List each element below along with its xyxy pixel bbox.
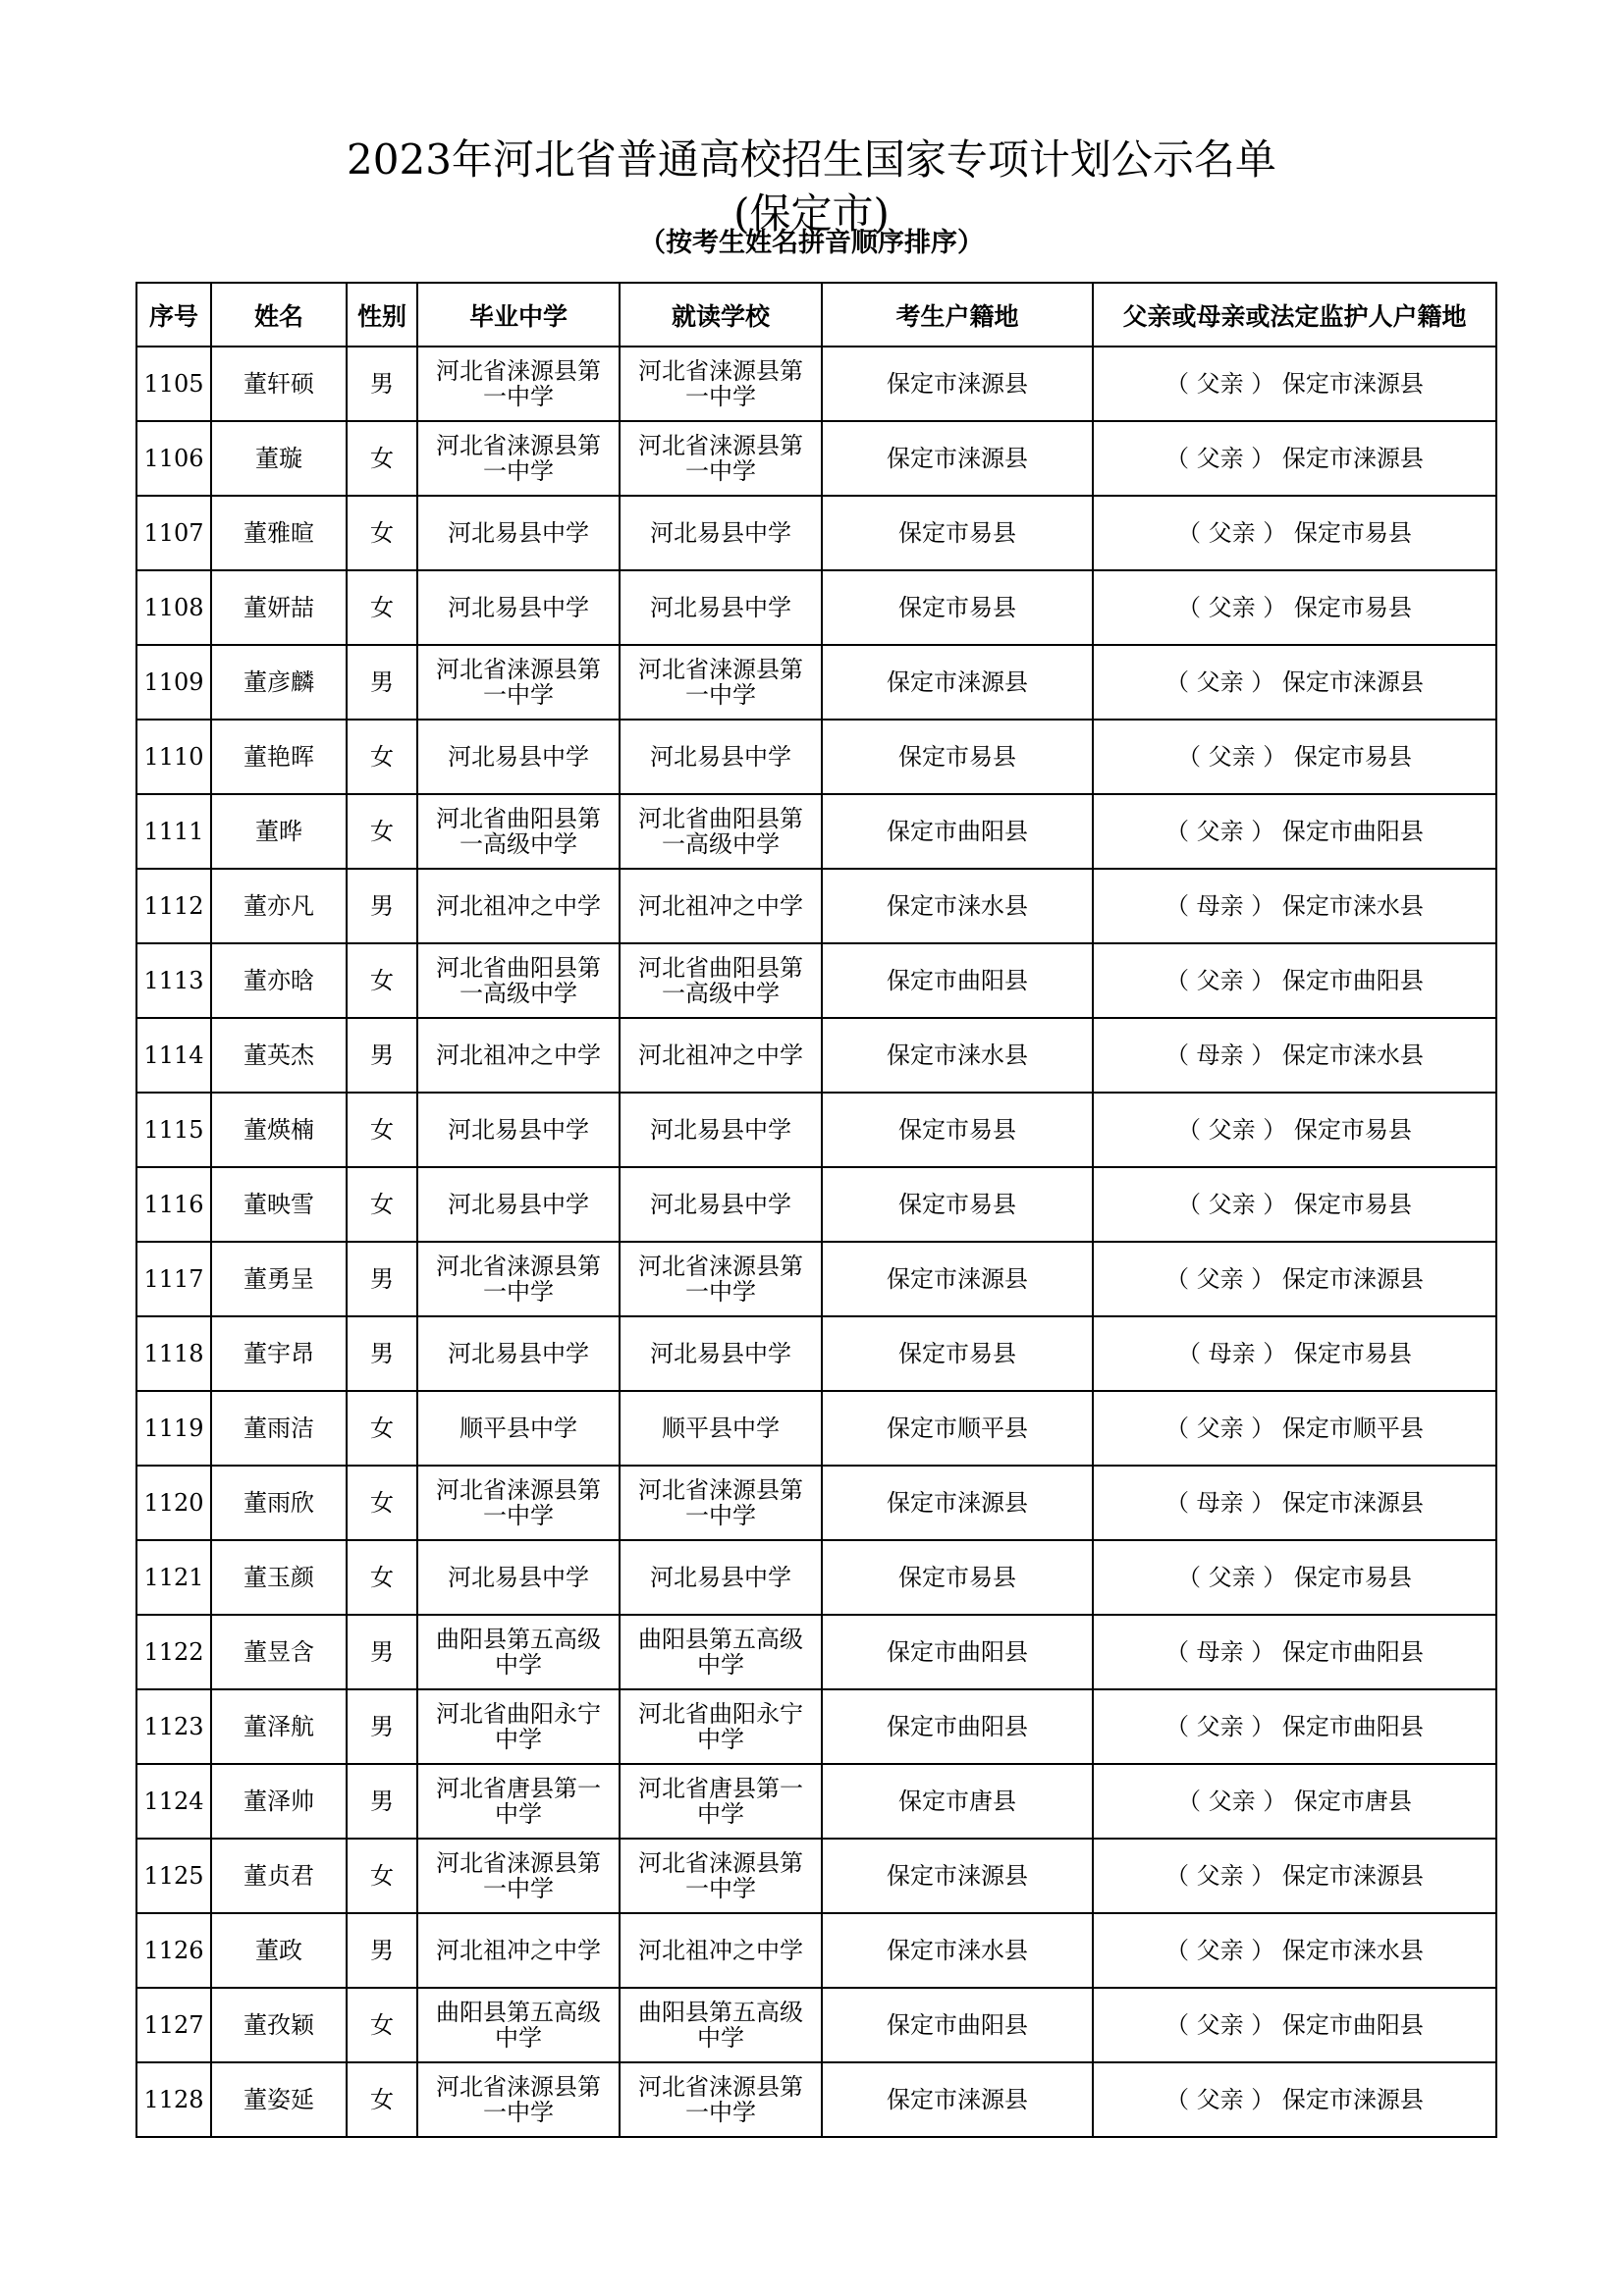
cell-current-school: 曲阳县第五高级中学 — [620, 1615, 822, 1689]
cell-no: 1116 — [136, 1167, 211, 1242]
cell-grad-school: 河北省唐县第一中学 — [417, 1764, 620, 1839]
cell-grad-school: 河北祖冲之中学 — [417, 869, 620, 943]
cell-gender: 男 — [347, 1689, 417, 1764]
cell-gender: 男 — [347, 1242, 417, 1316]
cell-name: 董政 — [211, 1913, 347, 1988]
cell-current-school: 河北省曲阳县第一高级中学 — [620, 794, 822, 869]
cell-gender: 女 — [347, 1167, 417, 1242]
cell-gender: 男 — [347, 1615, 417, 1689]
table-row — [136, 570, 1496, 645]
cell-guardian-hukou: （ 父亲 ） 保定市涞源县 — [1093, 421, 1496, 496]
cell-name: 董晔 — [211, 794, 347, 869]
cell-gender: 女 — [347, 496, 417, 570]
cell-guardian-hukou: （ 父亲 ） 保定市顺平县 — [1093, 1391, 1496, 1466]
table-row — [136, 1839, 1496, 1913]
cell-no: 1110 — [136, 720, 211, 794]
table-row — [136, 2062, 1496, 2137]
header-no: 序号 — [136, 283, 211, 347]
table-row — [136, 1764, 1496, 1839]
cell-grad-school: 河北祖冲之中学 — [417, 1913, 620, 1988]
cell-current-school: 河北祖冲之中学 — [620, 869, 822, 943]
cell-no: 1115 — [136, 1093, 211, 1167]
cell-hukou: 保定市易县 — [822, 1540, 1093, 1615]
cell-hukou: 保定市涞水县 — [822, 1913, 1093, 1988]
cell-gender: 男 — [347, 347, 417, 421]
cell-gender: 男 — [347, 645, 417, 720]
cell-hukou: 保定市曲阳县 — [822, 1988, 1093, 2062]
cell-name: 董艳晖 — [211, 720, 347, 794]
cell-hukou: 保定市易县 — [822, 1316, 1093, 1391]
table-row — [136, 1167, 1496, 1242]
cell-name: 董玉颜 — [211, 1540, 347, 1615]
cell-current-school: 河北省涞源县第一中学 — [620, 2062, 822, 2137]
document-subtitle: (保定市) — [733, 189, 890, 238]
cell-guardian-hukou: （ 父亲 ） 保定市曲阳县 — [1093, 1988, 1496, 2062]
table-row — [136, 1615, 1496, 1689]
cell-gender: 女 — [347, 1391, 417, 1466]
cell-name: 董亦凡 — [211, 869, 347, 943]
cell-no: 1105 — [136, 347, 211, 421]
cell-hukou: 保定市涞源县 — [822, 1839, 1093, 1913]
cell-current-school: 河北省涞源县第一中学 — [620, 1466, 822, 1540]
cell-gender: 女 — [347, 794, 417, 869]
cell-name: 董雨洁 — [211, 1391, 347, 1466]
cell-name: 董英杰 — [211, 1018, 347, 1093]
cell-grad-school: 河北省涞源县第一中学 — [417, 421, 620, 496]
cell-current-school: 河北省涞源县第一中学 — [620, 645, 822, 720]
cell-hukou: 保定市涞源县 — [822, 421, 1093, 496]
cell-current-school: 河北省涞源县第一中学 — [620, 1839, 822, 1913]
table-row — [136, 720, 1496, 794]
cell-no: 1121 — [136, 1540, 211, 1615]
table-row — [136, 1913, 1496, 1988]
cell-grad-school: 河北省涞源县第一中学 — [417, 645, 620, 720]
cell-guardian-hukou: （ 父亲 ） 保定市易县 — [1093, 496, 1496, 570]
cell-guardian-hukou: （ 母亲 ） 保定市易县 — [1093, 1316, 1496, 1391]
cell-grad-school: 河北易县中学 — [417, 496, 620, 570]
cell-name: 董泽帅 — [211, 1764, 347, 1839]
cell-current-school: 河北省唐县第一中学 — [620, 1764, 822, 1839]
table-row — [136, 1540, 1496, 1615]
table-row — [136, 1316, 1496, 1391]
cell-current-school: 河北易县中学 — [620, 570, 822, 645]
cell-hukou: 保定市涞源县 — [822, 1466, 1093, 1540]
cell-name: 董雨欣 — [211, 1466, 347, 1540]
cell-no: 1106 — [136, 421, 211, 496]
cell-no: 1111 — [136, 794, 211, 869]
cell-no: 1109 — [136, 645, 211, 720]
cell-guardian-hukou: （ 父亲 ） 保定市曲阳县 — [1093, 943, 1496, 1018]
header-grad-school: 毕业中学 — [417, 283, 620, 347]
table-row — [136, 347, 1496, 421]
cell-grad-school: 河北易县中学 — [417, 1540, 620, 1615]
cell-hukou: 保定市易县 — [822, 1093, 1093, 1167]
cell-no: 1107 — [136, 496, 211, 570]
cell-name: 董姿延 — [211, 2062, 347, 2137]
cell-name: 董贞君 — [211, 1839, 347, 1913]
cell-gender: 男 — [347, 1018, 417, 1093]
cell-grad-school: 河北易县中学 — [417, 1167, 620, 1242]
cell-guardian-hukou: （ 父亲 ） 保定市曲阳县 — [1093, 1689, 1496, 1764]
cell-guardian-hukou: （ 母亲 ） 保定市涞源县 — [1093, 1466, 1496, 1540]
table-row — [136, 1093, 1496, 1167]
table-row — [136, 794, 1496, 869]
cell-grad-school: 曲阳县第五高级中学 — [417, 1615, 620, 1689]
cell-grad-school: 河北易县中学 — [417, 1316, 620, 1391]
cell-gender: 女 — [347, 1988, 417, 2062]
cell-grad-school: 河北易县中学 — [417, 570, 620, 645]
cell-gender: 女 — [347, 943, 417, 1018]
cell-current-school: 河北省曲阳永宁中学 — [620, 1689, 822, 1764]
cell-grad-school: 河北省涞源县第一中学 — [417, 2062, 620, 2137]
cell-name: 董宇昂 — [211, 1316, 347, 1391]
cell-hukou: 保定市顺平县 — [822, 1391, 1093, 1466]
cell-no: 1127 — [136, 1988, 211, 2062]
cell-current-school: 河北省涞源县第一中学 — [620, 1242, 822, 1316]
cell-hukou: 保定市涞源县 — [822, 2062, 1093, 2137]
cell-current-school: 河北易县中学 — [620, 1167, 822, 1242]
cell-hukou: 保定市易县 — [822, 496, 1093, 570]
cell-name: 董雅暄 — [211, 496, 347, 570]
cell-name: 董妍喆 — [211, 570, 347, 645]
cell-no: 1128 — [136, 2062, 211, 2137]
cell-name: 董煐楠 — [211, 1093, 347, 1167]
cell-guardian-hukou: （ 父亲 ） 保定市涞源县 — [1093, 2062, 1496, 2137]
header-gender: 性别 — [347, 283, 417, 347]
cell-current-school: 河北省曲阳县第一高级中学 — [620, 943, 822, 1018]
cell-guardian-hukou: （ 父亲 ） 保定市曲阳县 — [1093, 794, 1496, 869]
cell-name: 董映雪 — [211, 1167, 347, 1242]
cell-gender: 男 — [347, 1764, 417, 1839]
cell-no: 1122 — [136, 1615, 211, 1689]
cell-gender: 女 — [347, 1540, 417, 1615]
cell-hukou: 保定市曲阳县 — [822, 794, 1093, 869]
cell-hukou: 保定市曲阳县 — [822, 1689, 1093, 1764]
cell-name: 董轩硕 — [211, 347, 347, 421]
cell-no: 1112 — [136, 869, 211, 943]
cell-gender: 男 — [347, 869, 417, 943]
cell-guardian-hukou: （ 母亲 ） 保定市涞水县 — [1093, 869, 1496, 943]
cell-current-school: 河北易县中学 — [620, 1316, 822, 1391]
cell-hukou: 保定市易县 — [822, 570, 1093, 645]
header-guardian-hukou: 父亲或母亲或法定监护人户籍地 — [1093, 283, 1496, 347]
cell-gender: 女 — [347, 570, 417, 645]
cell-guardian-hukou: （ 父亲 ） 保定市易县 — [1093, 1540, 1496, 1615]
cell-current-school: 河北省涞源县第一中学 — [620, 421, 822, 496]
cell-current-school: 河北易县中学 — [620, 1093, 822, 1167]
cell-grad-school: 河北省涞源县第一中学 — [417, 347, 620, 421]
cell-hukou: 保定市涞源县 — [822, 347, 1093, 421]
cell-hukou: 保定市曲阳县 — [822, 943, 1093, 1018]
table-row — [136, 1242, 1496, 1316]
header-name: 姓名 — [211, 283, 347, 347]
table-row — [136, 1018, 1496, 1093]
cell-no: 1114 — [136, 1018, 211, 1093]
cell-current-school: 河北省涞源县第一中学 — [620, 347, 822, 421]
cell-name: 董勇呈 — [211, 1242, 347, 1316]
cell-name: 董璇 — [211, 421, 347, 496]
cell-grad-school: 河北祖冲之中学 — [417, 1018, 620, 1093]
cell-guardian-hukou: （ 父亲 ） 保定市易县 — [1093, 1093, 1496, 1167]
cell-no: 1119 — [136, 1391, 211, 1466]
cell-grad-school: 顺平县中学 — [417, 1391, 620, 1466]
roster-table — [135, 282, 1497, 2138]
cell-gender: 男 — [347, 1913, 417, 1988]
cell-hukou: 保定市易县 — [822, 1167, 1093, 1242]
cell-grad-school: 河北省涞源县第一中学 — [417, 1242, 620, 1316]
cell-gender: 女 — [347, 1093, 417, 1167]
cell-no: 1118 — [136, 1316, 211, 1391]
cell-hukou: 保定市涞水县 — [822, 869, 1093, 943]
cell-guardian-hukou: （ 父亲 ） 保定市涞源县 — [1093, 645, 1496, 720]
cell-guardian-hukou: （ 母亲 ） 保定市涞水县 — [1093, 1018, 1496, 1093]
cell-gender: 女 — [347, 2062, 417, 2137]
cell-no: 1108 — [136, 570, 211, 645]
table-row — [136, 496, 1496, 570]
cell-grad-school: 河北易县中学 — [417, 720, 620, 794]
table-header-row — [136, 283, 1496, 347]
cell-no: 1120 — [136, 1466, 211, 1540]
cell-guardian-hukou: （ 父亲 ） 保定市易县 — [1093, 720, 1496, 794]
sort-note: （按考生姓名拼音顺序排序） — [639, 228, 984, 258]
document-title: 2023年河北省普通高校招生国家专项计划公示名单 — [347, 135, 1276, 184]
cell-no: 1124 — [136, 1764, 211, 1839]
table-row — [136, 943, 1496, 1018]
cell-gender: 女 — [347, 421, 417, 496]
cell-hukou: 保定市易县 — [822, 720, 1093, 794]
table-row — [136, 1988, 1496, 2062]
table-row — [136, 1391, 1496, 1466]
cell-current-school: 河北祖冲之中学 — [620, 1018, 822, 1093]
cell-no: 1126 — [136, 1913, 211, 1988]
cell-no: 1123 — [136, 1689, 211, 1764]
cell-gender: 女 — [347, 720, 417, 794]
cell-grad-school: 河北省涞源县第一中学 — [417, 1466, 620, 1540]
cell-no: 1117 — [136, 1242, 211, 1316]
table-row — [136, 645, 1496, 720]
header-current-school: 就读学校 — [620, 283, 822, 347]
cell-current-school: 河北易县中学 — [620, 1540, 822, 1615]
cell-current-school: 顺平县中学 — [620, 1391, 822, 1466]
cell-grad-school: 曲阳县第五高级中学 — [417, 1988, 620, 2062]
cell-grad-school: 河北易县中学 — [417, 1093, 620, 1167]
cell-current-school: 河北易县中学 — [620, 720, 822, 794]
table-row — [136, 1466, 1496, 1540]
cell-guardian-hukou: （ 父亲 ） 保定市易县 — [1093, 1167, 1496, 1242]
cell-hukou: 保定市曲阳县 — [822, 1615, 1093, 1689]
cell-gender: 女 — [347, 1839, 417, 1913]
table-row — [136, 1689, 1496, 1764]
cell-grad-school: 河北省曲阳县第一高级中学 — [417, 943, 620, 1018]
cell-guardian-hukou: （ 父亲 ） 保定市唐县 — [1093, 1764, 1496, 1839]
cell-hukou: 保定市涞水县 — [822, 1018, 1093, 1093]
cell-current-school: 曲阳县第五高级中学 — [620, 1988, 822, 2062]
cell-name: 董泽航 — [211, 1689, 347, 1764]
cell-gender: 女 — [347, 1466, 417, 1540]
cell-guardian-hukou: （ 父亲 ） 保定市涞源县 — [1093, 1839, 1496, 1913]
cell-hukou: 保定市唐县 — [822, 1764, 1093, 1839]
cell-no: 1113 — [136, 943, 211, 1018]
cell-grad-school: 河北省曲阳永宁中学 — [417, 1689, 620, 1764]
table-row — [136, 421, 1496, 496]
cell-hukou: 保定市涞源县 — [822, 1242, 1093, 1316]
cell-name: 董昱含 — [211, 1615, 347, 1689]
cell-grad-school: 河北省涞源县第一中学 — [417, 1839, 620, 1913]
cell-gender: 男 — [347, 1316, 417, 1391]
table-row — [136, 869, 1496, 943]
cell-guardian-hukou: （ 父亲 ） 保定市涞水县 — [1093, 1913, 1496, 1988]
cell-current-school: 河北祖冲之中学 — [620, 1913, 822, 1988]
cell-guardian-hukou: （ 母亲 ） 保定市曲阳县 — [1093, 1615, 1496, 1689]
cell-guardian-hukou: （ 父亲 ） 保定市涞源县 — [1093, 347, 1496, 421]
cell-guardian-hukou: （ 父亲 ） 保定市涞源县 — [1093, 1242, 1496, 1316]
cell-name: 董孜颖 — [211, 1988, 347, 2062]
header-hukou: 考生户籍地 — [822, 283, 1093, 347]
cell-grad-school: 河北省曲阳县第一高级中学 — [417, 794, 620, 869]
cell-hukou: 保定市涞源县 — [822, 645, 1093, 720]
cell-guardian-hukou: （ 父亲 ） 保定市易县 — [1093, 570, 1496, 645]
cell-no: 1125 — [136, 1839, 211, 1913]
cell-name: 董彦麟 — [211, 645, 347, 720]
cell-current-school: 河北易县中学 — [620, 496, 822, 570]
cell-name: 董亦晗 — [211, 943, 347, 1018]
